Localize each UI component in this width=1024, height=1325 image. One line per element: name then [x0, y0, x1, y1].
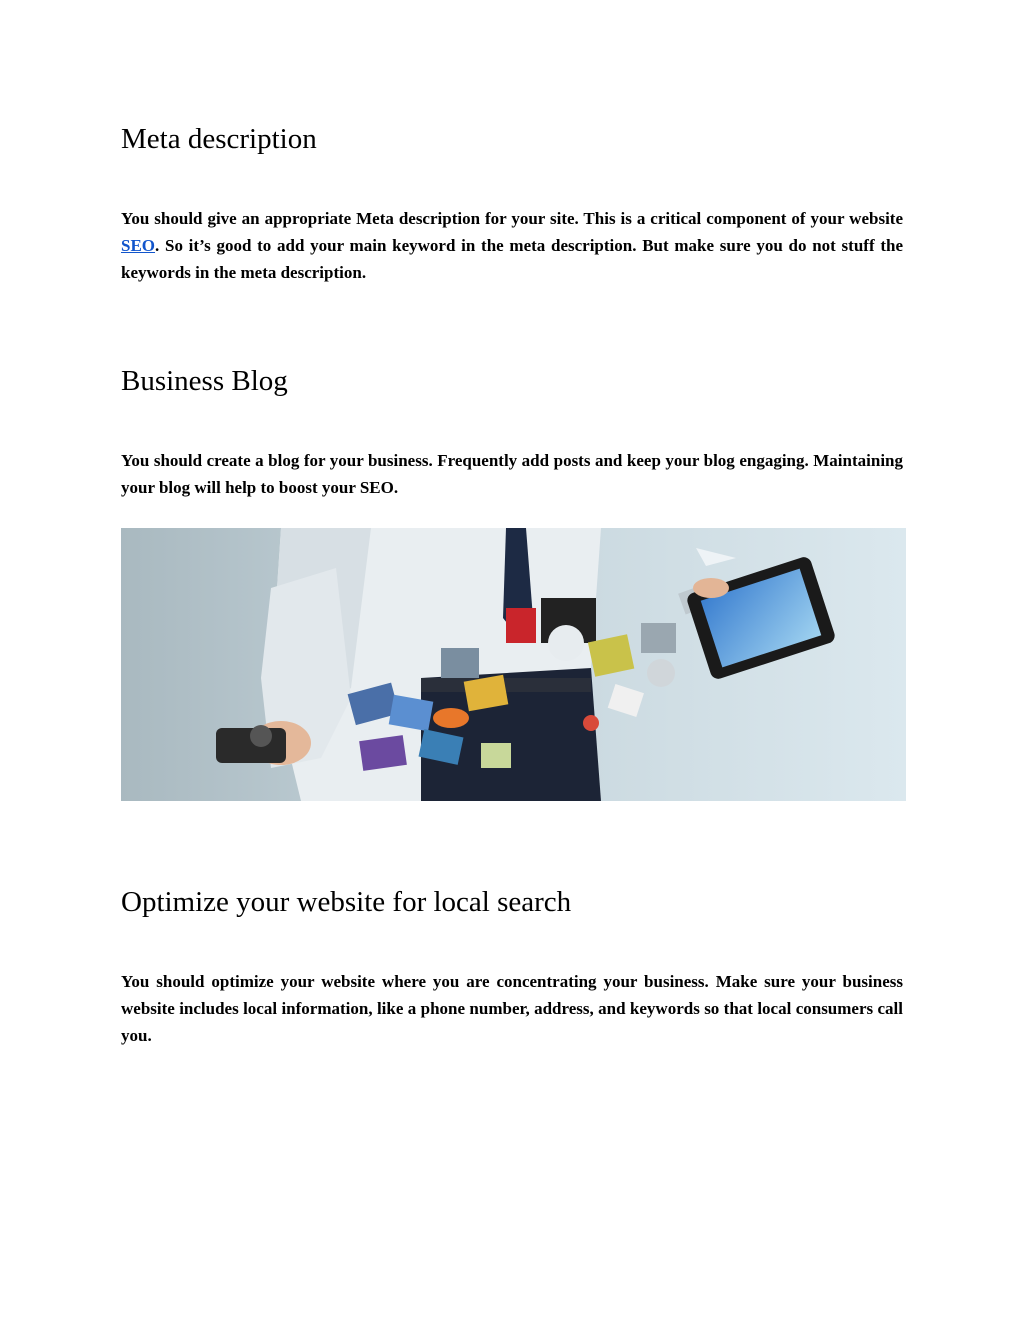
- heading-business-blog: Business Blog: [121, 365, 288, 397]
- paragraph-text: . So it’s good to add your main keyword in the meta description. But make sure you do not stuff the keywords in the meta description.: [121, 236, 903, 282]
- heading-meta-description: Meta description: [121, 123, 317, 155]
- photo-illustration: [121, 528, 906, 801]
- paragraph-meta-description: [121, 205, 903, 286]
- paragraph-business-blog: You should create a blog for your business. Frequently add posts and keep your blog engaging. Maintaining your blog will help to boost your SEO.: [121, 451, 903, 497]
- paragraph-text: You should give an appropriate Meta description for your site. This is a critical component of your website: [121, 209, 903, 228]
- business-media-photo: [121, 528, 906, 801]
- seo-link[interactable]: SEO: [121, 236, 156, 255]
- paragraph-local-search: You should optimize your website where you are concentrating your business. Make sure your business website includes local information, like a phone number, address, and keywords so that local consumers call you.: [121, 972, 903, 1045]
- heading-local-search: Optimize your website for local search: [121, 886, 572, 918]
